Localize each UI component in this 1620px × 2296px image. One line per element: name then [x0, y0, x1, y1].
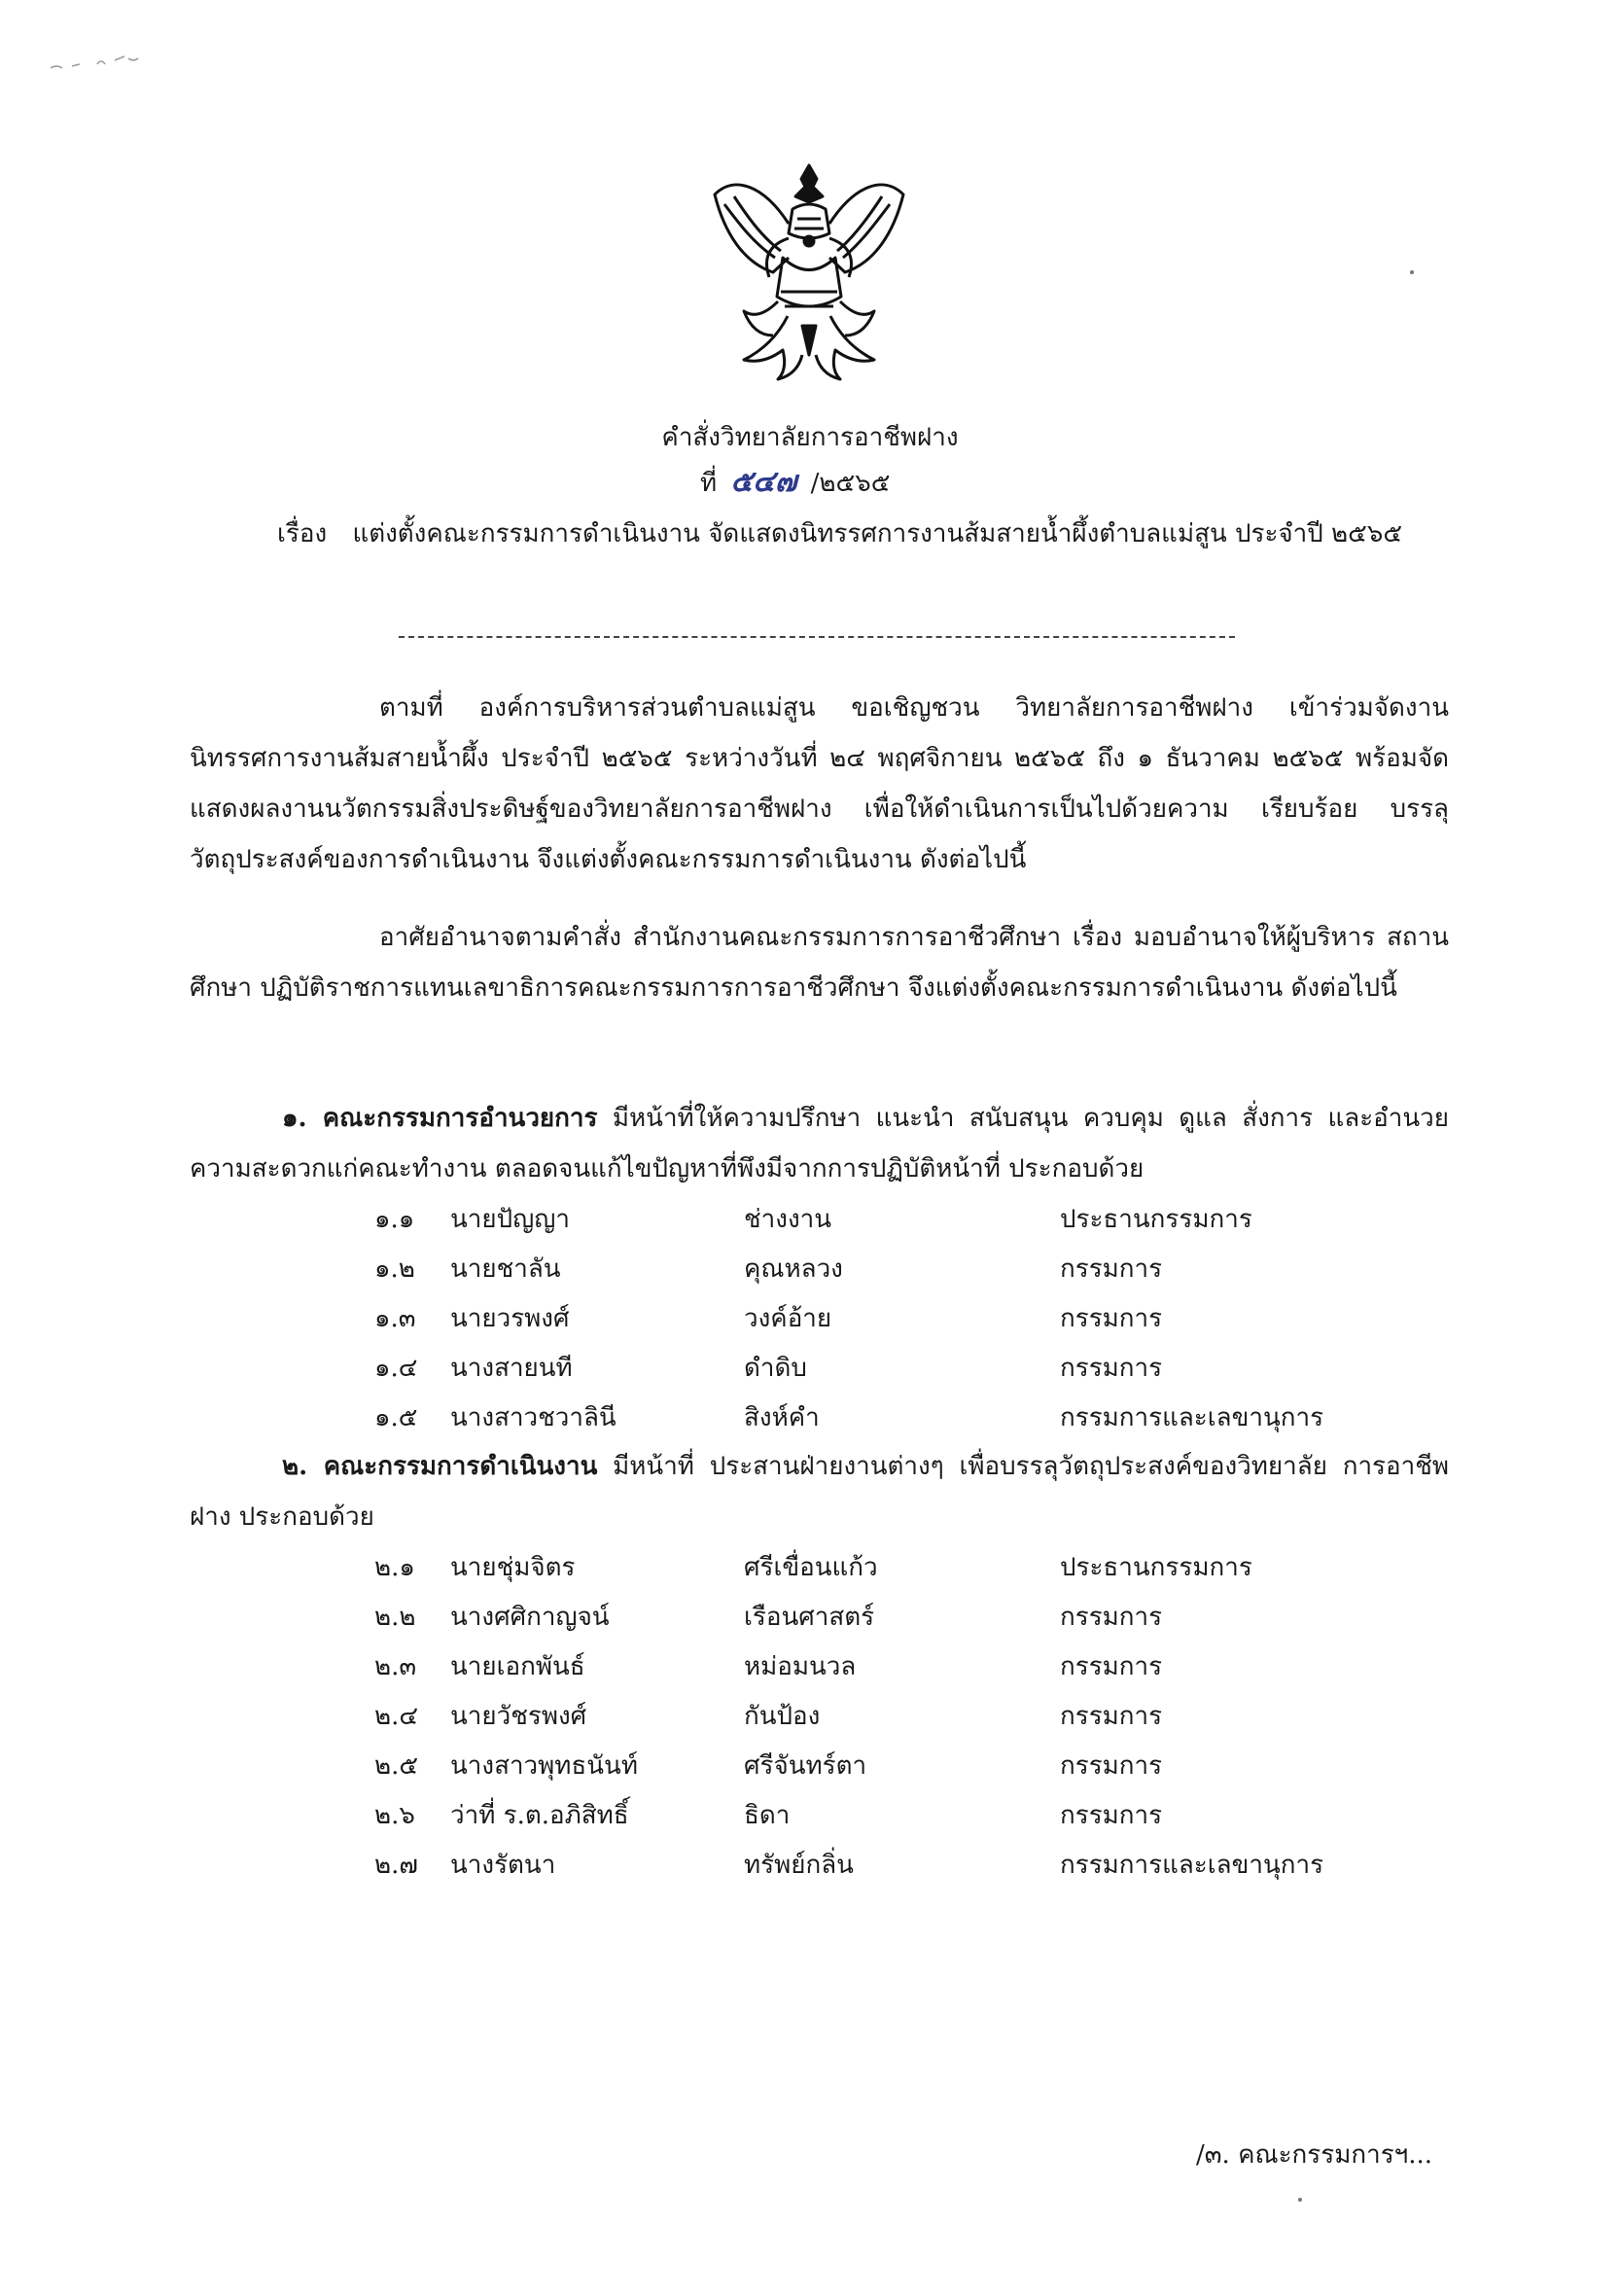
- order-number-prefix: ที่: [700, 469, 718, 498]
- member-number: ๑.๒: [374, 1254, 415, 1284]
- member-number: ๑.๑: [374, 1205, 415, 1234]
- paragraph-intro: ตามที่ องค์การบริหารส่วนตำบลแม่สูน ขอเชิญชวน วิทยาลัยการอาชีพฝาง เข้าร่วมจัดงาน นิทรรศการงานส้มสายน้ำผึ้ง ประจำปี ๒๕๖๕ ระหว่างวันที่ ๒๔ พฤศจิกายน ๒๕๖๕ ถึง ๑ ธันวาคม ๒๕๖๕ พร้อมจัดแสดงผลงานนวัตกรรมสิ่งประดิษฐ์ของวิทยาลัยการอาชีพฝาง เพื่อให้ดำเนินการเป็นไปด้วยความ เรียบร้อย บรรลุวัตถุประสงค์ของการดำเนินงาน จึงแต่งตั้งคณะกรรมการดำเนินงาน ดังต่อไปนี้: [190, 693, 1449, 874]
- member-row: [374, 1840, 1444, 1890]
- section-2-heading: [190, 1441, 1449, 1542]
- member-first-name: นางสาวชวาลินี: [450, 1403, 616, 1432]
- member-first-name: นายวัชรพงศ์: [450, 1702, 587, 1731]
- order-number: [700, 459, 890, 505]
- member-role: กรรมการ: [1060, 1603, 1163, 1632]
- member-role: กรรมการและเลขานุการ: [1060, 1403, 1324, 1432]
- member-row: [374, 1244, 1444, 1294]
- section-2-title: ๒. คณะกรรมการดำเนินงาน: [282, 1452, 598, 1481]
- member-last-name: ช่างงาน: [744, 1205, 832, 1234]
- member-row: [374, 1293, 1444, 1344]
- member-last-name: ศรีจันทร์ตา: [744, 1751, 867, 1781]
- member-role: กรรมการ: [1060, 1751, 1163, 1781]
- member-number: ๑.๔: [374, 1354, 418, 1383]
- member-role: กรรมการ: [1060, 1354, 1163, 1383]
- member-row: [374, 1642, 1444, 1692]
- subject-label: เรื่อง: [277, 519, 328, 548]
- member-role: กรรมการ: [1060, 1254, 1163, 1284]
- section-1-duties: มีหน้าที่ให้ความปรึกษา แนะนำ สนับสนุน ควบคุม ดูแล สั่งการ และอำนวยความสะดวกแก่คณะทำงาน ตลอดจนแก้ไขปัญหาที่พึงมีจากการปฏิบัติหน้าที่ ประกอบด้วย: [190, 1104, 1449, 1183]
- member-role: ประธานกรรมการ: [1060, 1553, 1252, 1582]
- member-number: ๑.๓: [374, 1304, 416, 1333]
- member-last-name: ทรัพย์กลิ่น: [744, 1851, 854, 1880]
- member-first-name: นายชุ่มจิตร: [450, 1553, 576, 1582]
- order-number-handwritten: ๕๔๗: [730, 465, 797, 499]
- member-number: ๒.๓: [374, 1652, 417, 1681]
- subject-text: แต่งตั้งคณะกรรมการดำเนินงาน จัดแสดงนิทรรศการงานส้มสายน้ำผึ้งตำบลแม่สูน ประจำปี ๒๕๖๕: [352, 519, 1403, 548]
- member-row: [374, 1790, 1444, 1841]
- member-last-name: ศรีเขื่อนแก้ว: [744, 1553, 878, 1582]
- member-number: ๒.๕: [374, 1751, 419, 1781]
- member-first-name: นางรัตนา: [450, 1851, 556, 1880]
- scan-dot: [1410, 270, 1414, 274]
- member-row: [374, 1592, 1444, 1643]
- member-number: ๒.๗: [374, 1851, 418, 1880]
- member-last-name: หม่อมนวล: [744, 1652, 857, 1681]
- member-row: [374, 1194, 1444, 1245]
- order-subject: [277, 513, 1402, 553]
- member-last-name: วงค์อ้าย: [744, 1304, 832, 1333]
- member-first-name: นายชาลัน: [450, 1254, 561, 1284]
- member-role: กรรมการ: [1060, 1652, 1163, 1681]
- member-last-name: ธิดา: [744, 1801, 791, 1830]
- separator-line: [399, 636, 1235, 638]
- member-first-name: นางศศิกาญจน์: [450, 1603, 610, 1632]
- member-row: [374, 1691, 1444, 1742]
- member-number: ๒.๒: [374, 1603, 416, 1632]
- member-first-name: ว่าที่ ร.ต.อภิสิทธิ์: [450, 1801, 629, 1830]
- garuda-emblem-icon: [705, 156, 914, 384]
- member-last-name: เรือนศาสตร์: [744, 1603, 875, 1632]
- member-last-name: ดำดิบ: [744, 1354, 807, 1383]
- member-role: กรรมการและเลขานุการ: [1060, 1851, 1324, 1880]
- member-row: [374, 1542, 1444, 1593]
- scan-dot: [1298, 2198, 1302, 2202]
- member-first-name: นายวรพงศ์: [450, 1304, 570, 1333]
- member-role: กรรมการ: [1060, 1304, 1163, 1333]
- paragraph-authority: อาศัยอำนาจตามคำสั่ง สำนักงานคณะกรรมการการอาชีวศึกษา เรื่อง มอบอำนาจให้ผู้บริหาร สถานศึกษา ปฏิบัติราชการแทนเลขาธิการคณะกรรมการการอาชีวศึกษา จึงแต่งตั้งคณะกรรมการดำเนินงาน ดังต่อไปนี้: [190, 923, 1449, 1003]
- member-row: [374, 1393, 1444, 1443]
- continuation-note: /๓. คณะกรรมการฯ...: [1196, 2140, 1433, 2170]
- member-number: ๑.๕: [374, 1403, 418, 1432]
- member-first-name: นางสายนที: [450, 1354, 573, 1383]
- member-row: [374, 1741, 1444, 1791]
- scan-mark: [39, 47, 175, 76]
- member-role: กรรมการ: [1060, 1702, 1163, 1731]
- member-role: กรรมการ: [1060, 1801, 1163, 1830]
- member-first-name: นายปัญญา: [450, 1205, 571, 1234]
- member-last-name: คุณหลวง: [744, 1254, 843, 1284]
- section-1-title: ๑. คณะกรรมการอำนวยการ: [282, 1104, 598, 1133]
- order-number-suffix: /๒๕๖๕: [810, 469, 891, 498]
- section-2-duties: มีหน้าที่ ประสานฝ่ายงานต่างๆ เพื่อบรรลุวัตถุประสงค์ของวิทยาลัย การอาชีพฝาง ประกอบด้วย: [190, 1452, 1450, 1532]
- member-row: [374, 1343, 1444, 1394]
- member-role: ประธานกรรมการ: [1060, 1205, 1252, 1234]
- member-first-name: นายเอกพันธ์: [450, 1652, 585, 1681]
- member-first-name: นางสาวพุทธนันท์: [450, 1751, 638, 1781]
- order-title: คำสั่งวิทยาลัยการอาชีพฝาง: [661, 423, 959, 452]
- section-1-heading: [190, 1093, 1449, 1194]
- member-last-name: สิงห์คำ: [744, 1403, 820, 1432]
- member-number: ๒.๔: [374, 1702, 419, 1731]
- member-number: ๒.๖: [374, 1801, 415, 1830]
- member-number: ๒.๑: [374, 1553, 415, 1582]
- member-last-name: กันป้อง: [744, 1702, 821, 1731]
